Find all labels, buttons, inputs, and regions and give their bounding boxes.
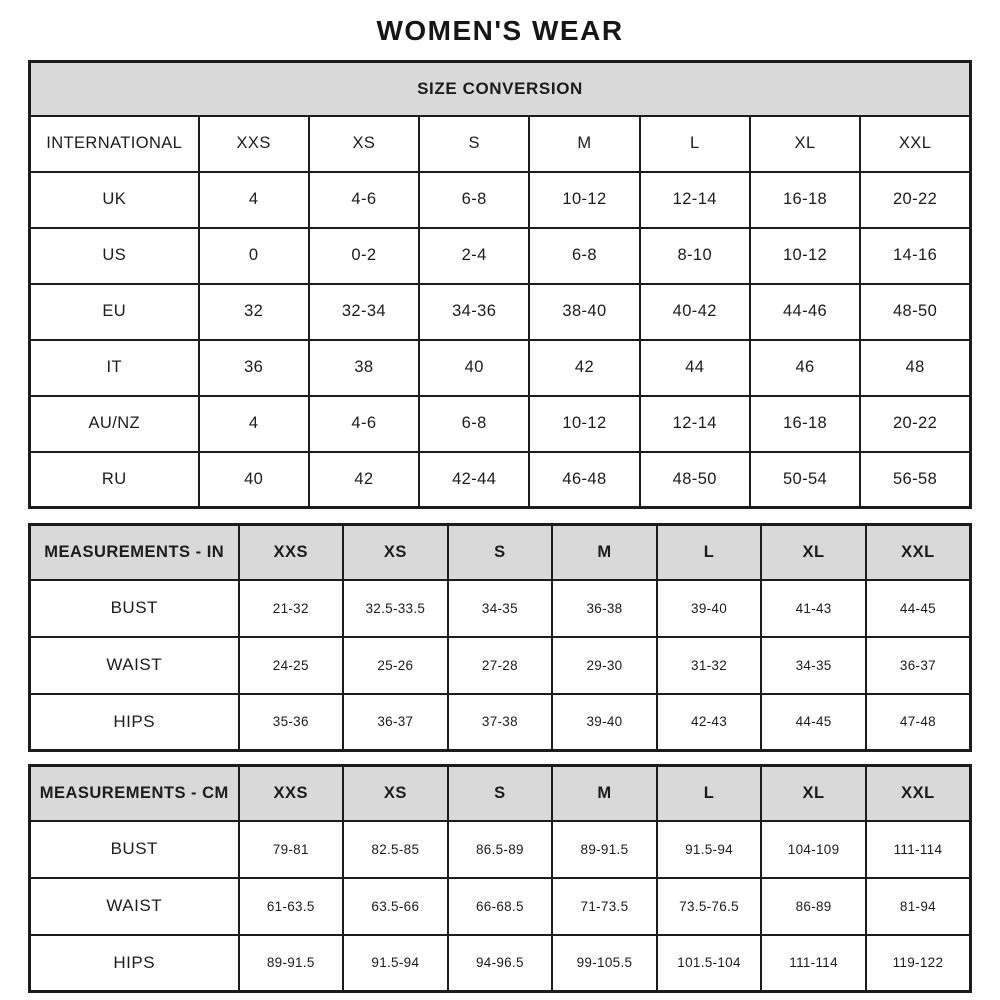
value-cell: 36-37 xyxy=(343,694,448,751)
value-cell: 44-45 xyxy=(866,580,971,637)
value-cell: 46-48 xyxy=(529,452,639,508)
value-cell: 94-96.5 xyxy=(448,935,553,992)
value-cell: 40 xyxy=(419,340,529,396)
table-row xyxy=(30,821,971,878)
column-header-row xyxy=(30,525,971,580)
value-cell: 38-40 xyxy=(529,284,639,340)
value-cell: 82.5-85 xyxy=(343,821,448,878)
measurements-in-table xyxy=(28,523,972,752)
value-cell: 48-50 xyxy=(860,284,970,340)
value-cell: 86.5-89 xyxy=(448,821,553,878)
value-cell: 39-40 xyxy=(552,694,657,751)
size-column-header: XS xyxy=(343,525,448,580)
value-cell: 10-12 xyxy=(529,396,639,452)
row-label-column-header: MEASUREMENTS - CM xyxy=(30,766,239,821)
value-cell: 4 xyxy=(199,396,309,452)
row-label: UK xyxy=(30,172,199,228)
row-label: HIPS xyxy=(30,935,239,992)
value-cell: 35-36 xyxy=(239,694,344,751)
column-header-row xyxy=(30,766,971,821)
value-cell: 6-8 xyxy=(529,228,639,284)
value-cell: 0 xyxy=(199,228,309,284)
value-cell: 12-14 xyxy=(640,172,750,228)
value-cell: 0-2 xyxy=(309,228,419,284)
value-cell: 56-58 xyxy=(860,452,970,508)
value-cell: 48-50 xyxy=(640,452,750,508)
value-cell: 2-4 xyxy=(419,228,529,284)
value-cell: 44 xyxy=(640,340,750,396)
value-cell: 44-46 xyxy=(750,284,860,340)
value-cell: 81-94 xyxy=(866,878,971,935)
table-row xyxy=(30,878,971,935)
value-cell: 89-91.5 xyxy=(239,935,344,992)
value-cell: 44-45 xyxy=(761,694,866,751)
size-column-header: XL xyxy=(750,116,860,172)
table-row xyxy=(30,452,971,508)
row-label: BUST xyxy=(30,580,239,637)
size-column-header: L xyxy=(657,766,762,821)
value-cell: 101.5-104 xyxy=(657,935,762,992)
value-cell: 36-37 xyxy=(866,637,971,694)
table-row xyxy=(30,284,971,340)
size-column-header: XXS xyxy=(239,525,344,580)
row-label: US xyxy=(30,228,199,284)
value-cell: 91.5-94 xyxy=(657,821,762,878)
size-column-header: XL xyxy=(761,766,866,821)
value-cell: 14-16 xyxy=(860,228,970,284)
value-cell: 6-8 xyxy=(419,172,529,228)
value-cell: 39-40 xyxy=(657,580,762,637)
table-row xyxy=(30,340,971,396)
size-conversion-table xyxy=(28,60,972,509)
table-row xyxy=(30,396,971,452)
value-cell: 42 xyxy=(529,340,639,396)
value-cell: 29-30 xyxy=(552,637,657,694)
value-cell: 36 xyxy=(199,340,309,396)
size-column-header: M xyxy=(552,766,657,821)
value-cell: 71-73.5 xyxy=(552,878,657,935)
value-cell: 119-122 xyxy=(866,935,971,992)
value-cell: 50-54 xyxy=(750,452,860,508)
value-cell: 63.5-66 xyxy=(343,878,448,935)
size-column-header: XXS xyxy=(199,116,309,172)
value-cell: 20-22 xyxy=(860,172,970,228)
value-cell: 4 xyxy=(199,172,309,228)
size-column-header: XL xyxy=(761,525,866,580)
size-column-header: XXL xyxy=(866,525,971,580)
size-column-header: XS xyxy=(343,766,448,821)
value-cell: 38 xyxy=(309,340,419,396)
size-column-header: XXL xyxy=(866,766,971,821)
size-column-header: S xyxy=(448,766,553,821)
value-cell: 42-43 xyxy=(657,694,762,751)
size-column-header: XS xyxy=(309,116,419,172)
value-cell: 24-25 xyxy=(239,637,344,694)
value-cell: 16-18 xyxy=(750,172,860,228)
table-row xyxy=(30,228,971,284)
value-cell: 10-12 xyxy=(750,228,860,284)
value-cell: 111-114 xyxy=(866,821,971,878)
row-label: AU/NZ xyxy=(30,396,199,452)
size-column-header: L xyxy=(657,525,762,580)
value-cell: 10-12 xyxy=(529,172,639,228)
value-cell: 66-68.5 xyxy=(448,878,553,935)
value-cell: 42-44 xyxy=(419,452,529,508)
size-column-header: S xyxy=(448,525,553,580)
row-label: BUST xyxy=(30,821,239,878)
measurements-cm-table xyxy=(28,764,972,993)
row-label: HIPS xyxy=(30,694,239,751)
size-column-header: M xyxy=(552,525,657,580)
value-cell: 79-81 xyxy=(239,821,344,878)
value-cell: 104-109 xyxy=(761,821,866,878)
size-conversion-title: SIZE CONVERSION xyxy=(30,62,971,116)
value-cell: 32 xyxy=(199,284,309,340)
value-cell: 32-34 xyxy=(309,284,419,340)
value-cell: 111-114 xyxy=(761,935,866,992)
row-label: WAIST xyxy=(30,878,239,935)
value-cell: 37-38 xyxy=(448,694,553,751)
value-cell: 46 xyxy=(750,340,860,396)
table-row xyxy=(30,580,971,637)
value-cell: 40-42 xyxy=(640,284,750,340)
value-cell: 6-8 xyxy=(419,396,529,452)
value-cell: 4-6 xyxy=(309,172,419,228)
size-column-header: L xyxy=(640,116,750,172)
value-cell: 61-63.5 xyxy=(239,878,344,935)
size-column-header: XXS xyxy=(239,766,344,821)
value-cell: 16-18 xyxy=(750,396,860,452)
value-cell: 73.5-76.5 xyxy=(657,878,762,935)
value-cell: 36-38 xyxy=(552,580,657,637)
value-cell: 20-22 xyxy=(860,396,970,452)
row-label: EU xyxy=(30,284,199,340)
table-row xyxy=(30,694,971,751)
row-label-column-header: INTERNATIONAL xyxy=(30,116,199,172)
value-cell: 4-6 xyxy=(309,396,419,452)
value-cell: 91.5-94 xyxy=(343,935,448,992)
table-row xyxy=(30,172,971,228)
value-cell: 32.5-33.5 xyxy=(343,580,448,637)
column-header-row xyxy=(30,116,971,172)
value-cell: 42 xyxy=(309,452,419,508)
row-label: WAIST xyxy=(30,637,239,694)
value-cell: 48 xyxy=(860,340,970,396)
value-cell: 34-35 xyxy=(448,580,553,637)
page-title: WOMEN'S WEAR xyxy=(376,15,624,46)
value-cell: 34-35 xyxy=(761,637,866,694)
value-cell: 12-14 xyxy=(640,396,750,452)
value-cell: 27-28 xyxy=(448,637,553,694)
value-cell: 89-91.5 xyxy=(552,821,657,878)
value-cell: 99-105.5 xyxy=(552,935,657,992)
value-cell: 34-36 xyxy=(419,284,529,340)
table-row xyxy=(30,637,971,694)
row-label: IT xyxy=(30,340,199,396)
value-cell: 40 xyxy=(199,452,309,508)
row-label: RU xyxy=(30,452,199,508)
value-cell: 31-32 xyxy=(657,637,762,694)
size-column-header: M xyxy=(529,116,639,172)
value-cell: 8-10 xyxy=(640,228,750,284)
size-column-header: XXL xyxy=(860,116,970,172)
value-cell: 25-26 xyxy=(343,637,448,694)
table-row xyxy=(30,935,971,992)
value-cell: 41-43 xyxy=(761,580,866,637)
value-cell: 47-48 xyxy=(866,694,971,751)
size-column-header: S xyxy=(419,116,529,172)
value-cell: 86-89 xyxy=(761,878,866,935)
value-cell: 21-32 xyxy=(239,580,344,637)
size-conversion-banner-row xyxy=(30,62,971,116)
row-label-column-header: MEASUREMENTS - IN xyxy=(30,525,239,580)
